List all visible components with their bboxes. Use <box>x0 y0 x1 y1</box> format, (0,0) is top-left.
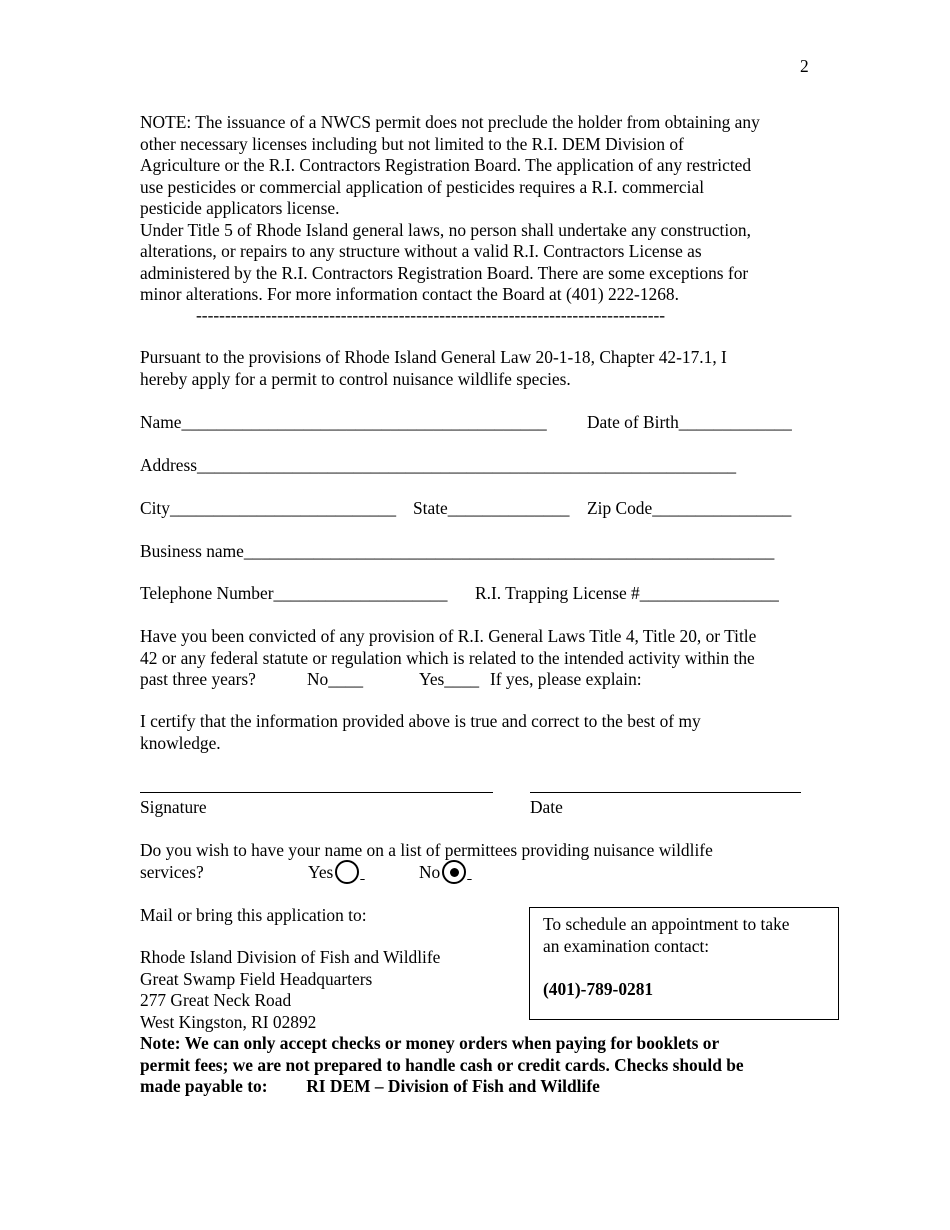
conviction-line: 42 or any federal statute or regulation which is related to the intended activity within the <box>140 647 755 668</box>
pursuant-line: hereby apply for a permit to control nuisance wildlife species. <box>140 368 571 389</box>
note-line: other necessary licenses including but not limited to the R.I. DEM Division of <box>140 133 684 154</box>
note-line: Under Title 5 of Rhode Island general laws, no person shall undertake any construction, <box>140 219 751 240</box>
payable-label: made payable to: <box>140 1076 268 1096</box>
state-field[interactable]: State______________ <box>413 498 570 518</box>
city-field[interactable]: City__________________________ <box>140 498 397 518</box>
conviction-yes-field[interactable]: Yes____ <box>419 669 480 689</box>
mail-address-line: 277 Great Neck Road <box>140 990 292 1010</box>
signature-line[interactable] <box>140 792 493 793</box>
payment-note <box>140 1033 830 1098</box>
conviction-question <box>140 626 830 669</box>
appointment-line: To schedule an appointment to take <box>543 914 790 934</box>
list-question-line: Do you wish to have your name on a list of permittees providing nuisance wildlife <box>140 840 713 860</box>
appointment-line: an examination contact: <box>543 935 710 956</box>
conviction-no-field[interactable]: No____ <box>307 669 364 689</box>
page-number: 2 <box>800 56 809 76</box>
note-line: administered by the R.I. Contractors Registration Board. There are some exceptions for <box>140 262 749 283</box>
note-paragraph <box>140 112 830 306</box>
payee-name: RI DEM – Division of Fish and Wildlife <box>306 1076 600 1096</box>
business-name-field[interactable]: Business name_____________________________________________________________ <box>140 541 775 561</box>
conviction-line: Have you been convicted of any provision of R.I. General Laws Title 4, Title 20, or Title <box>140 626 757 646</box>
dashed-separator: --------------------------------------------------------------------------------- <box>196 305 666 325</box>
appointment-box <box>529 907 839 1020</box>
date-label: Date <box>530 797 563 817</box>
list-no-label: No <box>419 862 441 882</box>
note-line: alterations, or repairs to any structure without a valid R.I. Contractors License as <box>140 241 702 261</box>
list-yes-label: Yes <box>308 862 334 882</box>
mail-address-line: Rhode Island Division of Fish and Wildlife <box>140 947 441 967</box>
conviction-past-label: past three years? <box>140 669 256 689</box>
list-question-services: services? <box>140 862 204 882</box>
note-line: Agriculture or the R.I. Contractors Registration Board. The application of any restricted <box>140 155 752 175</box>
pursuant-line: Pursuant to the provisions of Rhode Island General Law 20-1-18, Chapter 42-17.1, I <box>140 347 727 367</box>
note-line: NOTE: The issuance of a NWCS permit does not preclude the holder from obtaining any <box>140 112 760 132</box>
certify-paragraph <box>140 711 830 754</box>
signature-label: Signature <box>140 797 207 817</box>
pursuant-paragraph <box>140 347 830 390</box>
address-field[interactable]: Address______________________________________________________________ <box>140 455 737 475</box>
conviction-explain-label: If yes, please explain: <box>490 669 642 689</box>
no-radio-selected-icon[interactable] <box>442 860 466 884</box>
name-field[interactable]: Name__________________________________________ <box>140 412 547 432</box>
telephone-field[interactable]: Telephone Number____________________ <box>140 583 448 603</box>
payment-note-line: permit fees; we are not prepared to handle cash or credit cards. Checks should be <box>140 1054 744 1075</box>
list-no-option[interactable] <box>419 862 472 886</box>
payment-note-line: Note: We can only accept checks or money orders when paying for booklets or <box>140 1033 720 1053</box>
list-yes-option[interactable] <box>308 862 365 886</box>
note-line: minor alterations. For more information contact the Board at (401) 222-1268. <box>140 284 679 304</box>
certify-line: knowledge. <box>140 732 221 753</box>
note-line: pesticide applicators license. <box>140 198 340 218</box>
zip-code-field[interactable]: Zip Code________________ <box>587 498 792 518</box>
appointment-phone: (401)-789-0281 <box>543 979 654 999</box>
date-of-birth-field[interactable]: Date of Birth_____________ <box>587 412 792 432</box>
mail-address-line: West Kingston, RI 02892 <box>140 1011 317 1032</box>
mail-address-line: Great Swamp Field Headquarters <box>140 968 373 989</box>
trapping-license-field[interactable]: R.I. Trapping License #________________ <box>475 583 779 603</box>
date-line[interactable] <box>530 792 801 793</box>
yes-radio-icon[interactable] <box>335 860 359 884</box>
mail-heading: Mail or bring this application to: <box>140 905 367 925</box>
certify-line: I certify that the information provided above is true and correct to the best of my <box>140 711 701 731</box>
note-line: use pesticides or commercial application of pesticides requires a R.I. commercial <box>140 176 705 197</box>
